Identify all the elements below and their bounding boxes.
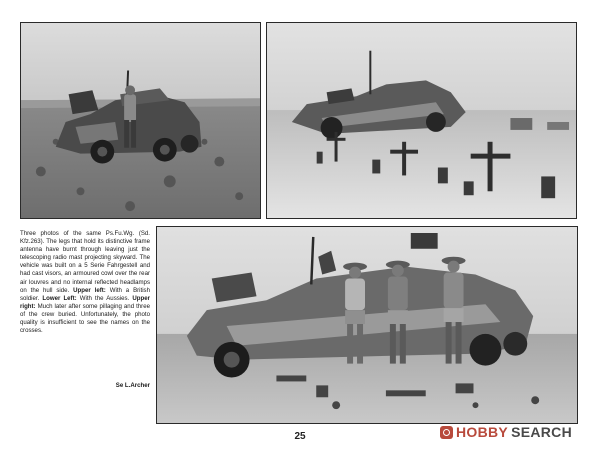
photo-upper-right: [266, 22, 577, 219]
watermark-brand: HOBBY: [456, 424, 509, 440]
caption-upper-right-text: Much later after some pillaging and three of the crew buried. Unfortunately, the photo quality is insufficient to see the names on the crosses.: [20, 302, 150, 335]
photo-caption: [20, 230, 150, 335]
hobbysearch-logo-icon: [440, 426, 453, 439]
watermark-suffix: SEARCH: [511, 424, 572, 440]
hobbysearch-watermark: [440, 423, 572, 441]
photo-lower-left: [156, 226, 578, 424]
caption-lower-left-label: Lower Left:: [42, 294, 77, 302]
caption-upper-left-label: Upper left:: [73, 286, 106, 294]
caption-upper-right-label: Upper right:: [20, 294, 150, 310]
caption-lower-left-text: With the Aussies.: [79, 294, 130, 302]
caption-upper-left-text: With a British soldier.: [20, 286, 150, 302]
photo-upper-left: [20, 22, 261, 219]
page-number: 25: [294, 431, 306, 442]
caption-intro: Three photos of the same Ps.Fu.Wg. (Sd. Kfz.263). The legs that hold its distinctive frame antenna have burnt through leaving just the telescoping radio mast projecting skyward. The vehicle was built on a 5 Serie Fahrgestell and had cast visors, an armoured cowl over the rear air louvres and no internal reflected headlamps on the hull side.: [20, 230, 150, 294]
photo-credit: Se L.Archer: [115, 382, 150, 389]
